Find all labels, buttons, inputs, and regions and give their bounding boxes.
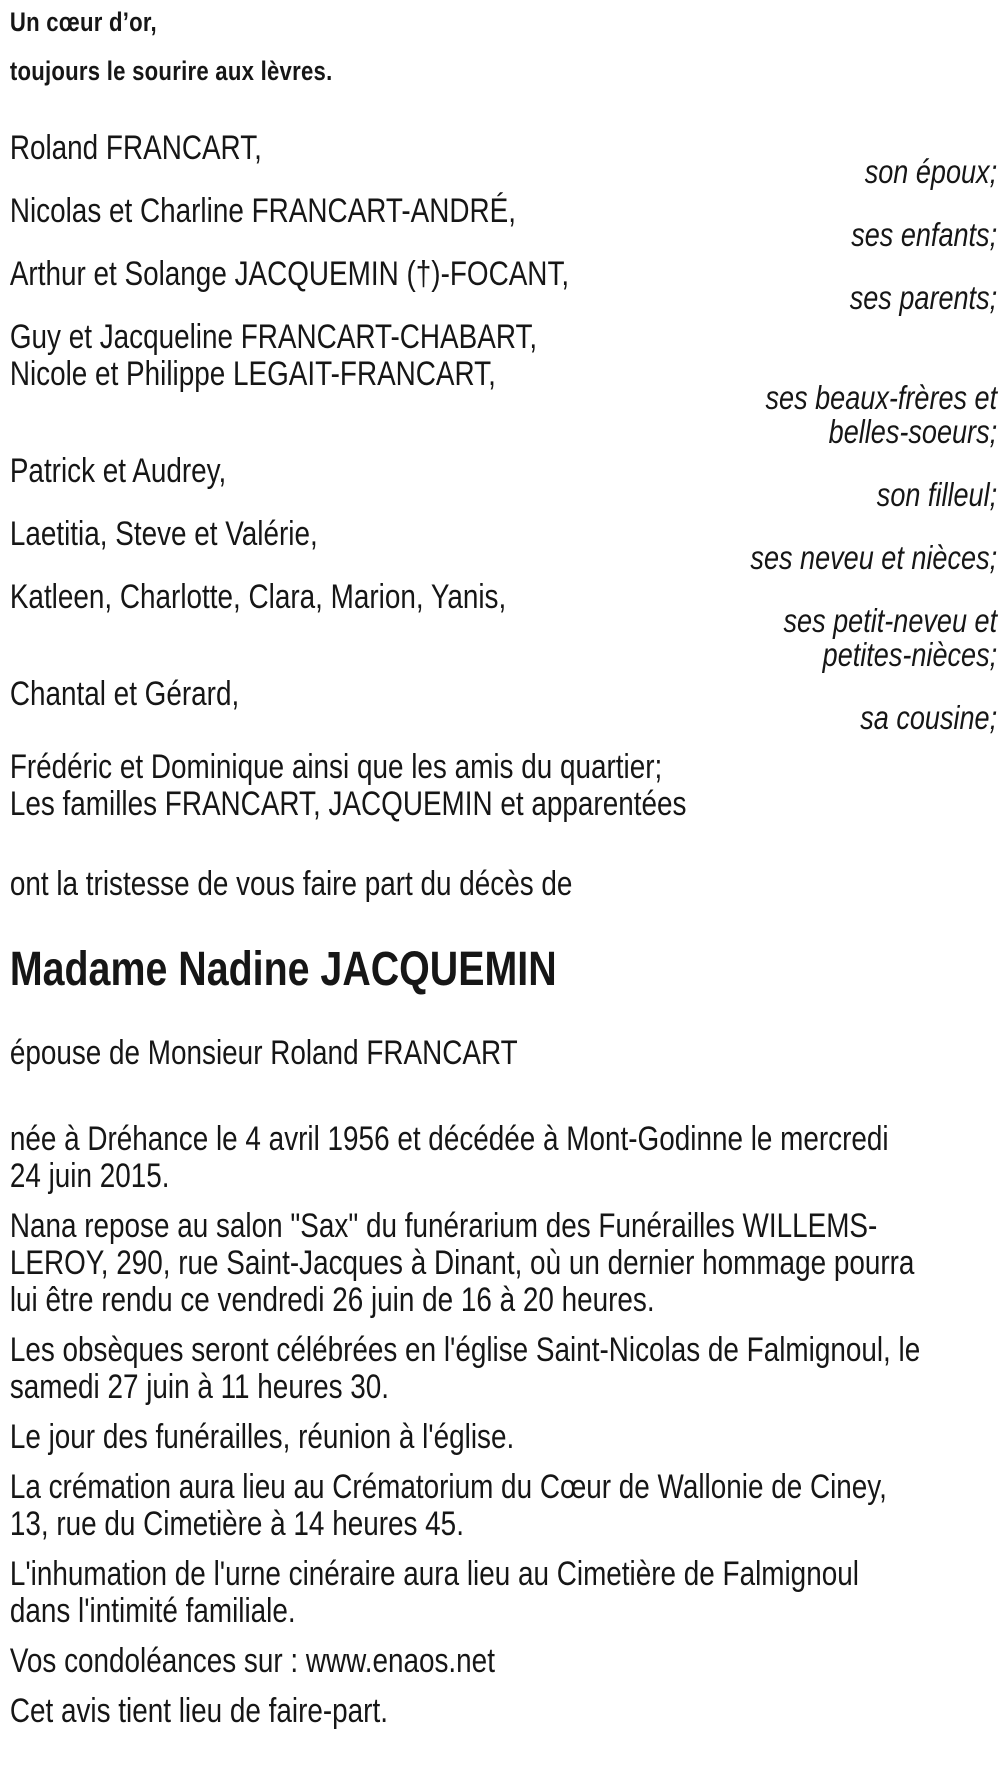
relation-line: son époux;	[864, 153, 998, 190]
paragraph-burial	[10, 1556, 997, 1630]
relation-line: son filleul;	[876, 476, 998, 513]
paragraph-line: 13, rue du Cimetière à 14 heures 45.	[9, 1505, 464, 1543]
notice-body	[10, 1121, 997, 1730]
mourner-name: Guy et Jacqueline FRANCART-CHABART,	[9, 318, 538, 356]
relation-line: ses petit-neveu et	[783, 602, 998, 639]
mourner-group-children	[10, 193, 997, 252]
relation-line: ses beaux-frères et	[765, 379, 998, 416]
epigraph	[10, 0, 997, 96]
mourner-group-parents	[10, 256, 997, 315]
mourner-name: Roland FRANCART,	[9, 129, 262, 167]
paragraph-line: LEROY, 290, rue Saint-Jacques à Dinant, où un dernier hommage pourra	[9, 1244, 915, 1282]
mourner-name: Frédéric et Dominique ainsi que les amis du quartier;	[9, 748, 663, 786]
mourner-group-nephew-nieces	[10, 516, 997, 575]
epigraph-line-1: Un cœur d’or,	[9, 7, 157, 37]
paragraph-meeting	[10, 1419, 997, 1456]
paragraph-line: samedi 27 juin à 11 heures 30.	[9, 1368, 390, 1406]
paragraph-condolences	[10, 1643, 997, 1680]
mourner-name: Katleen, Charlotte, Clara, Marion, Yanis,	[9, 578, 507, 616]
paragraph-cremation	[10, 1469, 997, 1543]
mourner-name: Les familles FRANCART, JACQUEMIN et apparentées	[9, 785, 687, 823]
condolences-url: Vos condoléances sur : www.enaos.net	[9, 1642, 495, 1680]
paragraph-birth-death	[10, 1121, 997, 1195]
paragraph-visitation	[10, 1208, 997, 1319]
mourner-group-spouse	[10, 130, 997, 189]
paragraph-line: 24 juin 2015.	[9, 1157, 170, 1195]
relation-line: ses parents;	[849, 279, 998, 316]
mourner-name: Nicolas et Charline FRANCART-ANDRÉ,	[9, 192, 516, 230]
paragraph-line: L'inhumation de l'urne cinéraire aura lieu au Cimetière de Falmignoul	[9, 1555, 859, 1593]
paragraph-line: lui être rendu ce vendredi 26 juin de 16 à 20 heures.	[9, 1281, 655, 1319]
announcement-line: ont la tristesse de vous faire part du décès de	[9, 865, 573, 903]
mourner-name: Laetitia, Steve et Valérie,	[9, 515, 318, 553]
paragraph-line: Les obsèques seront célébrées en l'église Saint-Nicolas de Falmignoul, le	[9, 1331, 921, 1369]
mourner-group-inlaws	[10, 319, 997, 449]
relation-line: ses neveu et nièces;	[750, 539, 998, 576]
epigraph-line-2: toujours le sourire aux lèvres.	[9, 56, 333, 86]
relation-line: petites-nièces;	[822, 636, 998, 673]
mourner-group-grandnephew-grandnieces	[10, 579, 997, 672]
relation-line: belles-soeurs;	[828, 413, 998, 450]
deceased-name-heading: Madame Nadine JACQUEMIN	[9, 943, 557, 996]
mourner-name: Arthur et Solange JACQUEMIN (†)-FOCANT,	[9, 255, 570, 293]
relation-line: sa cousine;	[860, 699, 998, 736]
mourner-name: Nicole et Philippe LEGAIT-FRANCART,	[9, 355, 496, 393]
paragraph-line: La crémation aura lieu au Crématorium du Cœur de Wallonie de Ciney,	[9, 1468, 887, 1506]
mourner-name: Chantal et Gérard,	[9, 675, 240, 713]
spouse-line: épouse de Monsieur Roland FRANCART	[9, 1034, 518, 1072]
paragraph-line: dans l'intimité familiale.	[9, 1592, 296, 1630]
paragraph-line: Le jour des funérailles, réunion à l'église.	[9, 1418, 515, 1456]
mourner-group-godson	[10, 453, 997, 512]
paragraph-line: Nana repose au salon "Sax" du funérarium des Funérailles WILLEMS-	[9, 1207, 878, 1245]
paragraph-line: née à Dréhance le 4 avril 1956 et décédée à Mont-Godinne le mercredi	[9, 1120, 889, 1158]
mourner-name: Patrick et Audrey,	[9, 452, 227, 490]
paragraph-funeral-service	[10, 1332, 997, 1406]
mourner-group-cousin	[10, 676, 997, 735]
paragraph-closing	[10, 1693, 997, 1730]
relation-line: ses enfants;	[851, 216, 998, 253]
mourners-list	[10, 130, 997, 823]
paragraph-line: Cet avis tient lieu de faire-part.	[9, 1692, 388, 1730]
mourner-group-families	[10, 749, 997, 823]
